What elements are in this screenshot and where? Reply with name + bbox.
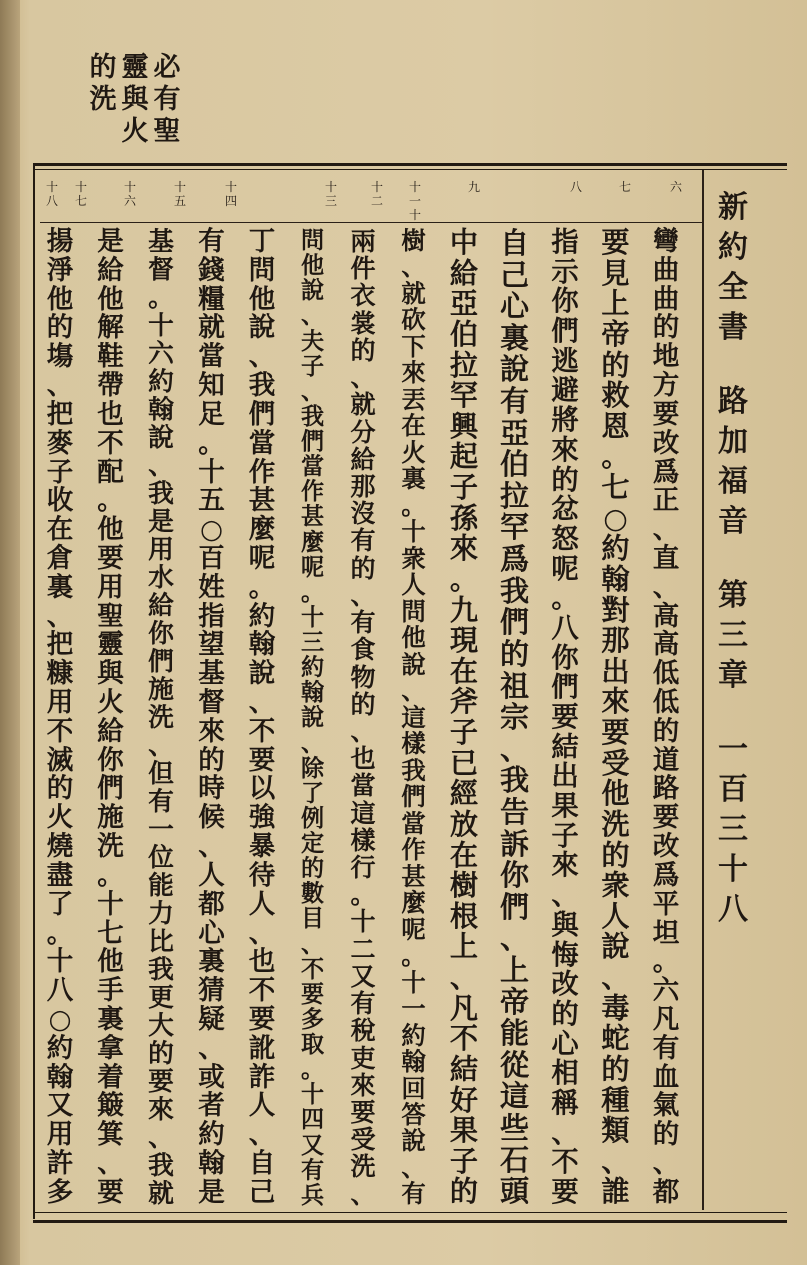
verse-number: 十 五	[174, 180, 187, 208]
book-title: 新 約 全 書	[718, 190, 748, 345]
verse-number: 十 二	[371, 180, 384, 208]
verse-number: 十 八	[46, 180, 59, 208]
text-column: 彎 曲 曲 的 地 方 要 改 爲 正 、 直 、 高 高 低 低 的 道 路 要 改 爲 平 坦 。 六 凡 有 血 氣 的 、 都	[652, 226, 680, 1208]
text-column: 要 見 上 帝 的 救 恩 。 七 ○ 約 翰 對 那 出 來 要 受 他 洗 的 衆 人 說 、 毒 蛇 的 種 類 、 誰	[601, 226, 630, 1209]
verse-number: 七	[619, 180, 632, 194]
verse-number: 九	[468, 180, 481, 194]
text-column: 自 己 心 裏 說 有 亞 伯 拉 罕 爲 我 們 的 祖 宗 、 我 告 訴 你 們 、 上 帝 能 從 這 些 石 頭	[499, 226, 530, 1209]
headnote-column: 靈 與 火	[121, 52, 149, 147]
verse-number-rule	[40, 222, 702, 223]
verse-number: 十 三	[325, 180, 338, 208]
text-column: 兩 件 衣 裳 的 、 就 分 給 那 沒 有 的 、 有 食 物 的 、 也 當 這 樣 行 。 十 二 又 有 稅 吏 來 要 受 洗 、	[350, 226, 376, 1209]
binding-gutter	[0, 0, 20, 1265]
frame-left-border	[33, 163, 35, 1219]
verse-number: 十 四	[225, 180, 238, 208]
gospel-title: 路 加 福 音	[718, 384, 748, 539]
text-column: 丁 問 他 說 、 我 們 當 作 甚 麼 呢 。 約 翰 說 、 不 要 以 強 暴 待 人 、 也 不 要 訛 詐 人 、 自 己	[248, 226, 276, 1208]
text-column: 基 督 。 十 六 約 翰 說 、 我 是 用 水 給 你 們 施 洗 、 但 有 一 位 能 力 比 我 更 大 的 要 來 、 我 就	[148, 227, 174, 1209]
running-title	[713, 188, 753, 930]
page-number: 一 百 三 十 八	[718, 732, 748, 927]
verse-number: 六	[670, 180, 683, 194]
text-column: 中 給 亞 伯 拉 罕 興 起 子 孫 來 。 九 現 在 斧 子 已 經 放 在 樹 根 上 、 凡 不 結 好 果 子 的	[449, 226, 479, 1209]
title-column-rule	[702, 170, 704, 1210]
verse-number: 十 七	[75, 180, 88, 208]
verse-number: 十 一 十	[409, 180, 422, 222]
text-column: 是 給 他 解 鞋 帶 也 不 配 。 他 要 用 聖 靈 與 火 給 你 們 施 洗 。 十 七 他 手 裏 拿 着 簸 箕 、 要	[97, 226, 124, 1208]
text-column: 有 錢 糧 就 當 知 足 。 十 五 ○ 百 姓 指 望 基 督 來 的 時 候 、 人 都 心 裏 猜 疑 、 或 者 約 翰 是	[198, 226, 225, 1208]
text-column: 問 他 說 、 夫 子 、 我 們 當 作 甚 麼 呢 。 十 三 約 翰 說 、 除 了 例 定 的 數 目 、 不 要 多 取 。 十 四 又 有 兵	[300, 227, 325, 1209]
verse-number: 八	[570, 180, 583, 194]
text-column: 揚 淨 他 的 塲 、 把 麥 子 收 在 倉 裏 、 把 糠 用 不 滅 的 火 燒 盡 了 。 十 八 ○ 約 翰 又 用 許 多	[46, 226, 74, 1208]
headnote-column: 的 洗	[89, 52, 117, 115]
headnote-column: 必 有 聖	[153, 52, 181, 147]
text-column: 指 示 你 們 逃 避 將 來 的 忿 怒 呢 。 八 你 們 要 結 出 果 子 來 、 與 悔 改 的 心 相 稱 、 不 要	[551, 226, 579, 1208]
chapter-title: 第 三 章	[718, 578, 748, 693]
verse-number: 十 六	[124, 180, 137, 208]
text-column: 樹 、 就 砍 下 來 丟 在 火 裏 。 十 衆 人 問 他 說 、 這 樣 我 們 當 作 甚 麼 呢 。 十 一 約 翰 回 答 說 、 有	[401, 226, 426, 1209]
